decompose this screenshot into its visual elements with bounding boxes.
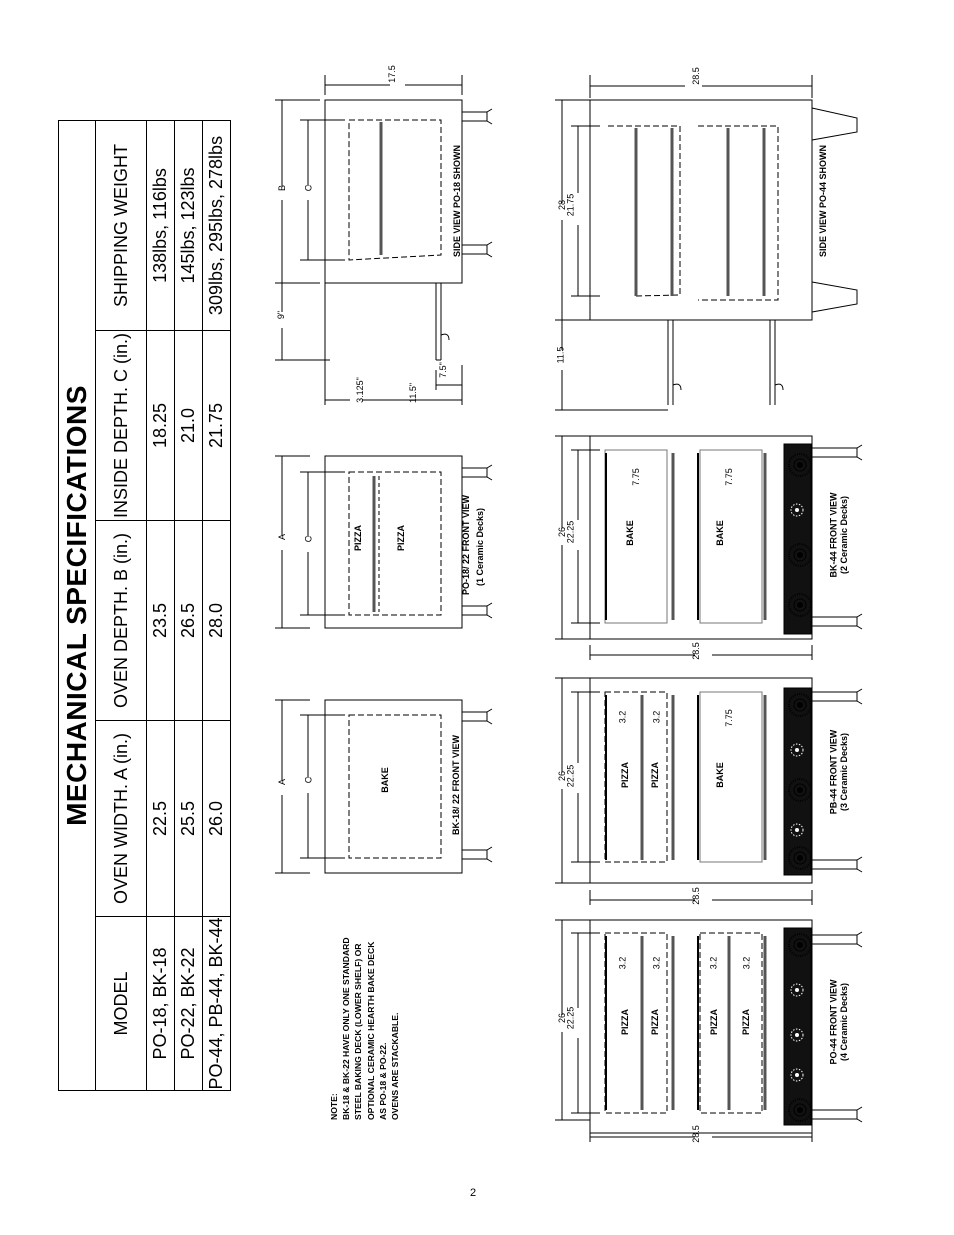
caption-pb44-front: PB-44 FRONT VIEW — [827, 729, 838, 815]
dim-3-2: 3.2 — [650, 956, 661, 970]
knob-icon — [787, 500, 807, 520]
bake-label: BAKE — [379, 767, 390, 793]
dim-c: C — [302, 535, 313, 543]
knob-icon — [787, 820, 807, 840]
pizza-label: PIZZA — [741, 1009, 751, 1035]
note-line: AS PO-18 & PO-22. — [377, 1042, 388, 1120]
dim-22-25: 22.25 — [564, 1006, 575, 1030]
dim-17-5: 17.5 — [386, 65, 397, 83]
dim-7-5: 7.5" — [437, 362, 448, 378]
cell-inside-depth: 18.25 — [147, 331, 175, 521]
bake-label: BAKE — [714, 520, 725, 546]
caption-po44-side: SIDE VIEW PO-44 SHOWN — [818, 144, 829, 258]
cell-depth: 23.5 — [147, 521, 175, 721]
pizza-label: PIZZA — [650, 762, 660, 788]
knob-icon — [787, 1065, 807, 1085]
pizza-label: PIZZA — [650, 1009, 660, 1035]
cell-depth: 26.5 — [175, 521, 203, 721]
pb44-front-view — [555, 678, 862, 905]
dim-b: B — [277, 184, 288, 192]
dim-3-2: 3.2 — [616, 710, 627, 724]
dim-26: 26 — [557, 526, 568, 538]
dim-28-5: 28.5 — [690, 642, 701, 660]
bake-label: BAKE — [624, 520, 635, 546]
dim-9: 9" — [276, 310, 287, 320]
dim-a: A — [277, 533, 288, 541]
caption-po18-side: SIDE VIEW PO-18 SHOWN — [452, 144, 463, 258]
caption-bk44-front-sub: (2 Ceramic Decks) — [839, 495, 850, 575]
knob-icon — [787, 740, 807, 760]
caption-po44-front-sub: (4 Ceramic Decks) — [839, 982, 850, 1062]
bake-label: BAKE — [714, 762, 725, 788]
note-line: STEEL BAKING DECK (LOWER SHELF) OR — [353, 943, 364, 1120]
cell-width: 22.5 — [147, 721, 175, 917]
cell-model: PO-22, BK-22 — [175, 917, 203, 1091]
cell-weight: 309lbs, 295lbs, 278lbs — [203, 120, 231, 330]
caption-po18-front: PO-18/ 22 FRONT VIEW — [461, 494, 472, 596]
caption-pb44-front-sub: (3 Ceramic Decks) — [839, 732, 850, 812]
note-heading: NOTE: — [329, 1093, 339, 1120]
po44-side-view — [555, 75, 857, 410]
dim-28-5: 28.5 — [690, 887, 701, 905]
caption-bk18-front: BK-18/ 22 FRONT VIEW — [451, 734, 462, 836]
dim-3-125: 3.125" — [354, 377, 365, 403]
caption-bk44-front: BK-44 FRONT VIEW — [828, 492, 839, 578]
cell-weight: 138lbs, 116lbs — [147, 120, 175, 330]
dim-3-2: 3.2 — [650, 710, 661, 724]
dim-7-75: 7.75 — [630, 468, 641, 486]
note-line: BK-18 & BK-22 HAVE ONLY ONE STANDARD — [341, 937, 352, 1120]
dim-3-2: 3.2 — [740, 956, 751, 970]
header-oven-width: OVEN WIDTH. A (in.) — [96, 721, 147, 917]
pizza-label: PIZZA — [396, 525, 406, 551]
dim-28-5: 28.5 — [690, 1125, 701, 1143]
dim-c: C — [302, 184, 313, 192]
dim-11-5: 11.5" — [408, 382, 419, 404]
knob-icon — [787, 1025, 807, 1045]
pizza-label: PIZZA — [620, 1009, 630, 1035]
cell-depth: 28.0 — [203, 521, 231, 721]
pizza-label: PIZZA — [353, 525, 363, 551]
cell-inside-depth: 21.0 — [175, 331, 203, 521]
pizza-label: PIZZA — [620, 762, 630, 788]
dim-a: A — [277, 778, 288, 786]
note-line: OVENS ARE STACKABLE. — [390, 1012, 401, 1120]
header-shipping-weight: SHIPPING WEIGHT — [96, 120, 147, 330]
cell-width: 26.0 — [203, 721, 231, 917]
pizza-label: PIZZA — [709, 1009, 719, 1035]
header-inside-depth: INSIDE DEPTH. C (in.) — [96, 331, 147, 521]
header-oven-depth: OVEN DEPTH. B (in.) — [96, 521, 147, 721]
dim-c: C — [302, 776, 313, 784]
dim-11-5: 11.5 — [554, 346, 565, 364]
dim-28-5: 28.5 — [690, 67, 701, 85]
dim-21-75: 21.75 — [564, 193, 575, 217]
cell-width: 25.5 — [175, 721, 203, 917]
dim-3-2: 3.2 — [616, 956, 627, 970]
dim-22-25: 22.25 — [564, 764, 575, 788]
cell-weight: 145lbs, 123lbs — [175, 120, 203, 330]
cell-model: PO-18, BK-18 — [147, 917, 175, 1091]
note-line: OPTIONAL CERAMIC HEARTH BAKE DECK — [365, 941, 376, 1120]
dim-3-2: 3.2 — [707, 956, 718, 970]
header-model: MODEL — [96, 917, 147, 1091]
dim-7-75: 7.75 — [723, 468, 734, 486]
dim-28: 28 — [557, 199, 568, 211]
caption-po18-front-sub: (1 Ceramic Decks) — [475, 507, 486, 587]
caption-po44-front: PO-44 FRONT VIEW — [828, 979, 839, 1065]
knob-icon — [787, 980, 807, 1000]
cell-inside-depth: 21.75 — [203, 331, 231, 521]
dim-7-75: 7.75 — [723, 709, 734, 727]
page-number: 2 — [470, 1187, 477, 1199]
bk44-front-view — [555, 436, 862, 660]
specifications-title: MECHANICAL SPECIFICATIONS — [59, 120, 96, 1090]
dim-26: 26 — [557, 1012, 568, 1024]
cell-model: PO-44, PB-44, BK-44 — [203, 917, 231, 1091]
dim-22-25: 22.25 — [564, 520, 575, 544]
dim-26: 26 — [557, 770, 568, 782]
